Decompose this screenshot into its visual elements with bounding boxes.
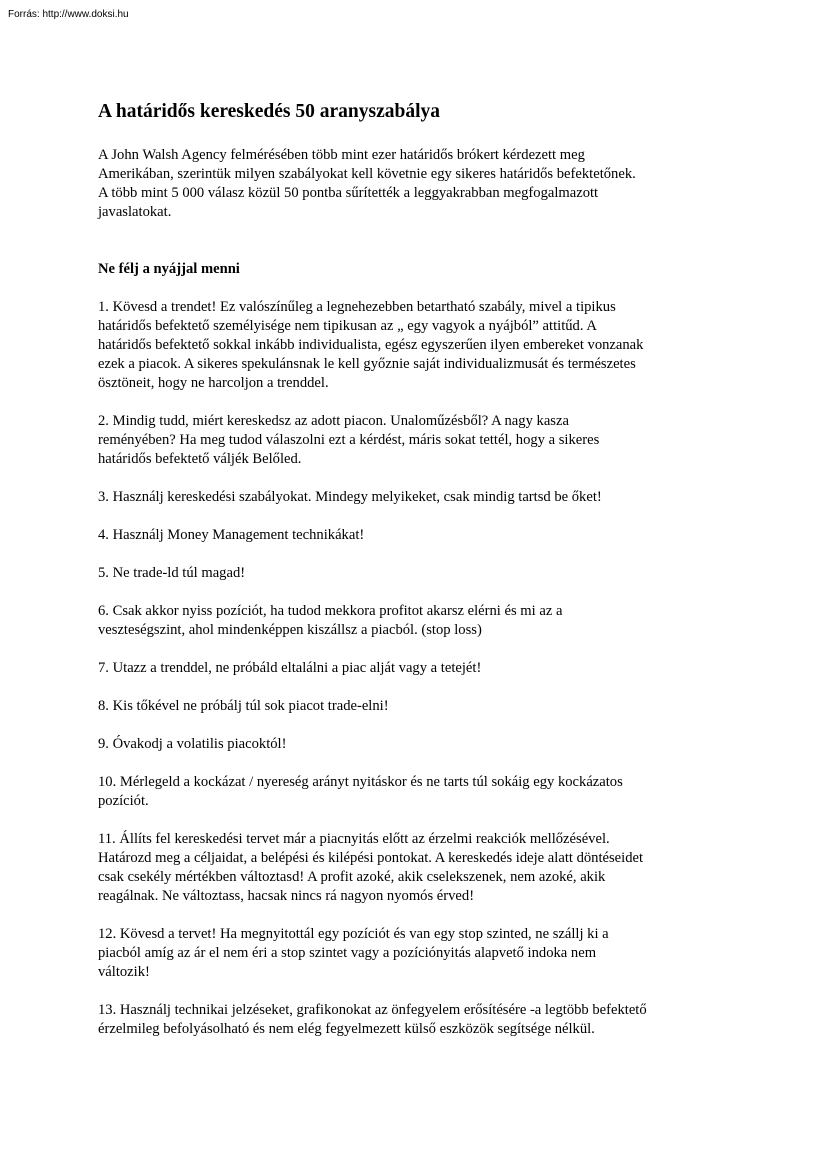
rule-line: érzelmileg befolyásolható és nem elég fegyelmezett külső eszközök segítsége nélkül. xyxy=(98,1021,595,1037)
rule-9 xyxy=(98,735,738,754)
section-heading: Ne félj a nyájjal menni xyxy=(98,261,240,277)
rule-5 xyxy=(98,564,738,583)
rule-6 xyxy=(98,602,738,640)
rule-line: Határozd meg a céljaidat, a belépési és kilépési pontokat. A kereskedés ideje alatt döntéseidet xyxy=(98,850,644,866)
rule-8 xyxy=(98,697,738,716)
rule-3 xyxy=(98,488,738,507)
rule-1 xyxy=(98,298,738,393)
rule-line: 6. Csak akkor nyiss pozíciót, ha tudod mekkora profitot akarsz elérni és mi az a xyxy=(98,603,563,619)
rule-line: 1. Kövesd a trendet! Ez valószínűleg a legnehezebben betartható szabály, mivel a tipikus xyxy=(98,299,616,315)
rule-line: 7. Utazz a trenddel, ne próbáld eltalálni a piac alját vagy a tetejét! xyxy=(98,660,482,676)
rule-line: 3. Használj kereskedési szabályokat. Mindegy melyikeket, csak mindig tartsd be őket! xyxy=(98,489,602,505)
rule-line: 9. Óvakodj a volatilis piacoktól! xyxy=(98,736,287,752)
rule-line: reagálnak. Ne változtass, hacsak nincs rá nagyon nyomós érved! xyxy=(98,888,475,904)
rule-line: reményében? Ha meg tudod válaszolni ezt a kérdést, máris sokat tettél, hogy a sikeres xyxy=(98,432,600,448)
rule-line: 8. Kis tőkével ne próbálj túl sok piacot trade-elni! xyxy=(98,698,389,714)
rule-line: 10. Mérlegeld a kockázat / nyereség arányt nyitáskor és ne tarts túl sokáig egy kockázatos xyxy=(98,774,623,790)
rule-line: 13. Használj technikai jelzéseket, grafikonokat az önfegyelem erősítésére -a legtöbb befektető xyxy=(98,1002,647,1018)
rule-line: változik! xyxy=(98,964,150,980)
rule-13 xyxy=(98,1001,738,1039)
rule-line: határidős befektető sokkal inkább individualista, egész egyszerűen ilyen embereket vonzanak xyxy=(98,337,644,353)
document-body xyxy=(98,100,738,1058)
rule-7 xyxy=(98,659,738,678)
rule-line: 4. Használj Money Management technikákat! xyxy=(98,527,365,543)
rule-10 xyxy=(98,773,738,811)
rule-line: csak csekély mértékben változtasd! A profit azoké, akik cselekszenek, nem azoké, akik xyxy=(98,869,606,885)
rule-line: ezek a piacok. A sikeres spekulánsnak le kell győznie saját individualizmusát és természetes xyxy=(98,356,636,372)
rule-11 xyxy=(98,830,738,906)
document-title: A határidős kereskedés 50 aranyszabálya xyxy=(98,101,440,122)
rule-4 xyxy=(98,526,738,545)
source-note: Forrás: http://www.doksi.hu xyxy=(8,9,129,20)
rule-line: piacból amíg az ár el nem éri a stop szintet vagy a pozíciónyitás alapvető indoka nem xyxy=(98,945,597,961)
rule-line: 2. Mindig tudd, miért kereskedsz az adott piacon. Unaloműzésből? A nagy kasza xyxy=(98,413,569,429)
intro-line: javaslatokat. xyxy=(98,204,172,220)
rule-line: veszteségszint, ahol mindenképpen kiszállsz a piacból. (stop loss) xyxy=(98,622,482,638)
intro-line: A több mint 5 000 válasz közül 50 pontba sűrítették a leggyakrabban megfogalmazott xyxy=(98,185,599,201)
rule-line: határidős befektető személyisége nem tipikusan az „ egy vagyok a nyájból” attitűd. A xyxy=(98,318,597,334)
rule-line: ösztöneit, hogy ne harcoljon a trenddel. xyxy=(98,375,329,391)
rule-line: 5. Ne trade-ld túl magad! xyxy=(98,565,246,581)
rule-2 xyxy=(98,412,738,469)
rule-line: határidős befektető váljék Belőled. xyxy=(98,451,302,467)
intro-paragraph xyxy=(98,146,738,222)
rule-line: 11. Állíts fel kereskedési tervet már a piacnyitás előtt az érzelmi reakciók mellőzésével. xyxy=(98,831,610,847)
rule-line: 12. Kövesd a tervet! Ha megnyitottál egy pozíciót és van egy stop szinted, ne szállj ki a xyxy=(98,926,609,942)
intro-line: A John Walsh Agency felmérésében több mint ezer határidős brókert kérdezett meg xyxy=(98,147,585,163)
rule-12 xyxy=(98,925,738,982)
intro-line: Amerikában, szerintük milyen szabályokat kell követnie egy sikeres határidős befektetőnek. xyxy=(98,166,636,182)
rule-line: pozíciót. xyxy=(98,793,149,809)
